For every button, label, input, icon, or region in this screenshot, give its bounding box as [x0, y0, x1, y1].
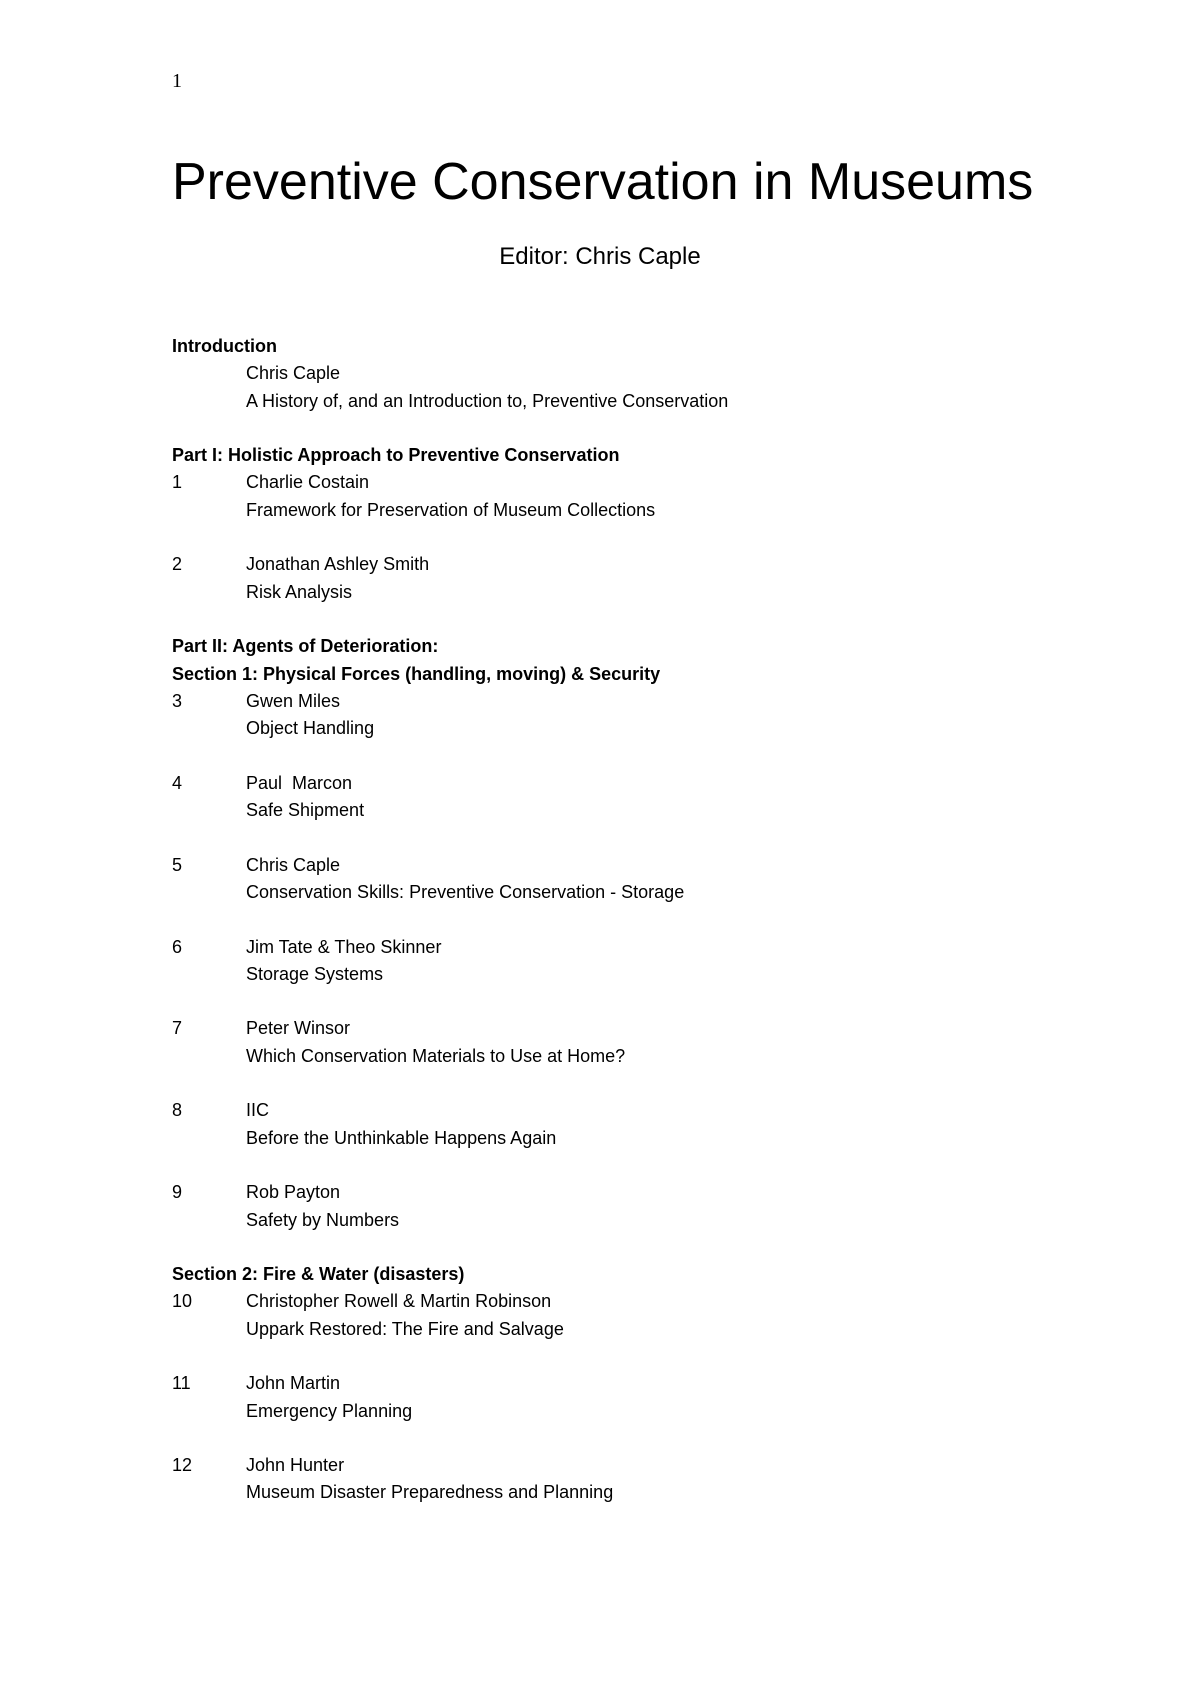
table-of-contents: [172, 333, 728, 1507]
chapter-title: Emergency Planning: [246, 1400, 413, 1421]
chapter-number: 1: [172, 472, 183, 493]
toc-entry-author-line: [172, 1015, 728, 1042]
chapter-author: John Hunter: [246, 1455, 345, 1476]
chapter-author: John Martin: [246, 1373, 341, 1394]
chapter-number: 2: [172, 554, 183, 575]
chapter-title: Which Conservation Materials to Use at Home?: [246, 1045, 626, 1066]
toc-entry-author-line: [172, 1370, 728, 1397]
chapter-author: Jim Tate & Theo Skinner: [246, 936, 442, 957]
toc-entry-author-line: [172, 770, 728, 797]
toc-entry-author-line: [172, 1452, 728, 1479]
chapter-number: 12: [172, 1455, 193, 1476]
chapter-title: Framework for Preservation of Museum Collections: [246, 499, 656, 520]
toc-entry-author-line: [172, 852, 728, 879]
editor-line: Editor: Chris Caple: [499, 243, 701, 270]
chapter-author: Chris Caple: [246, 854, 341, 875]
document-title: Preventive Conservation in Museums: [172, 153, 1034, 211]
chapter-number: 11: [172, 1373, 191, 1394]
chapter-title: Museum Disaster Preparedness and Planning: [246, 1482, 614, 1503]
chapter-number: 8: [172, 1100, 183, 1121]
chapter-author: Charlie Costain: [246, 472, 370, 493]
chapter-author: Christopher Rowell & Martin Robinson: [246, 1291, 552, 1312]
part1-heading: Part I: Holistic Approach to Preventive Conservation: [172, 445, 620, 466]
page-number: 1: [172, 70, 182, 92]
chapter-title: Before the Unthinkable Happens Again: [246, 1127, 557, 1148]
chapter-number: 7: [172, 1018, 183, 1039]
toc-entry-author-line: [172, 1288, 728, 1315]
chapter-title: Safety by Numbers: [246, 1209, 400, 1230]
chapter-author: Rob Payton: [246, 1182, 341, 1203]
toc-entry-author-line: [172, 1097, 728, 1124]
chapter-number: 3: [172, 690, 183, 711]
chapter-number: 9: [172, 1182, 183, 1203]
toc-entry-author-line: [172, 934, 728, 961]
chapter-author: Jonathan Ashley Smith: [246, 554, 430, 575]
chapter-title: Risk Analysis: [246, 581, 353, 602]
chapter-number: 5: [172, 854, 183, 875]
toc-entry-author-line: [172, 688, 728, 715]
chapter-title: Object Handling: [246, 718, 375, 739]
chapter-title: Conservation Skills: Preventive Conservation - Storage: [246, 881, 685, 902]
chapter-number: 4: [172, 772, 183, 793]
section2-heading: Section 2: Fire & Water (disasters): [172, 1264, 465, 1285]
section1-heading: Section 1: Physical Forces (handling, moving) & Security: [172, 663, 661, 684]
chapter-number: 10: [172, 1291, 193, 1312]
chapter-title: Uppark Restored: The Fire and Salvage: [246, 1318, 564, 1339]
introduction-chapter-title: A History of, and an Introduction to, Preventive Conservation: [246, 390, 729, 411]
toc-entry-author-line: [172, 1179, 728, 1206]
chapter-title: Storage Systems: [246, 963, 384, 984]
toc-entry-author-line: [172, 469, 728, 496]
chapter-author: IIC: [246, 1100, 270, 1121]
introduction-author: Chris Caple: [246, 363, 341, 384]
part2-heading: Part II: Agents of Deterioration:: [172, 636, 439, 657]
chapter-author: Paul Marcon: [246, 772, 353, 793]
chapter-number: 6: [172, 936, 183, 957]
toc-entry-author-line: [172, 551, 728, 578]
chapter-author: Peter Winsor: [246, 1018, 351, 1039]
chapter-title: Safe Shipment: [246, 800, 365, 821]
chapter-author: Gwen Miles: [246, 690, 341, 711]
introduction-heading: Introduction: [172, 336, 277, 356]
